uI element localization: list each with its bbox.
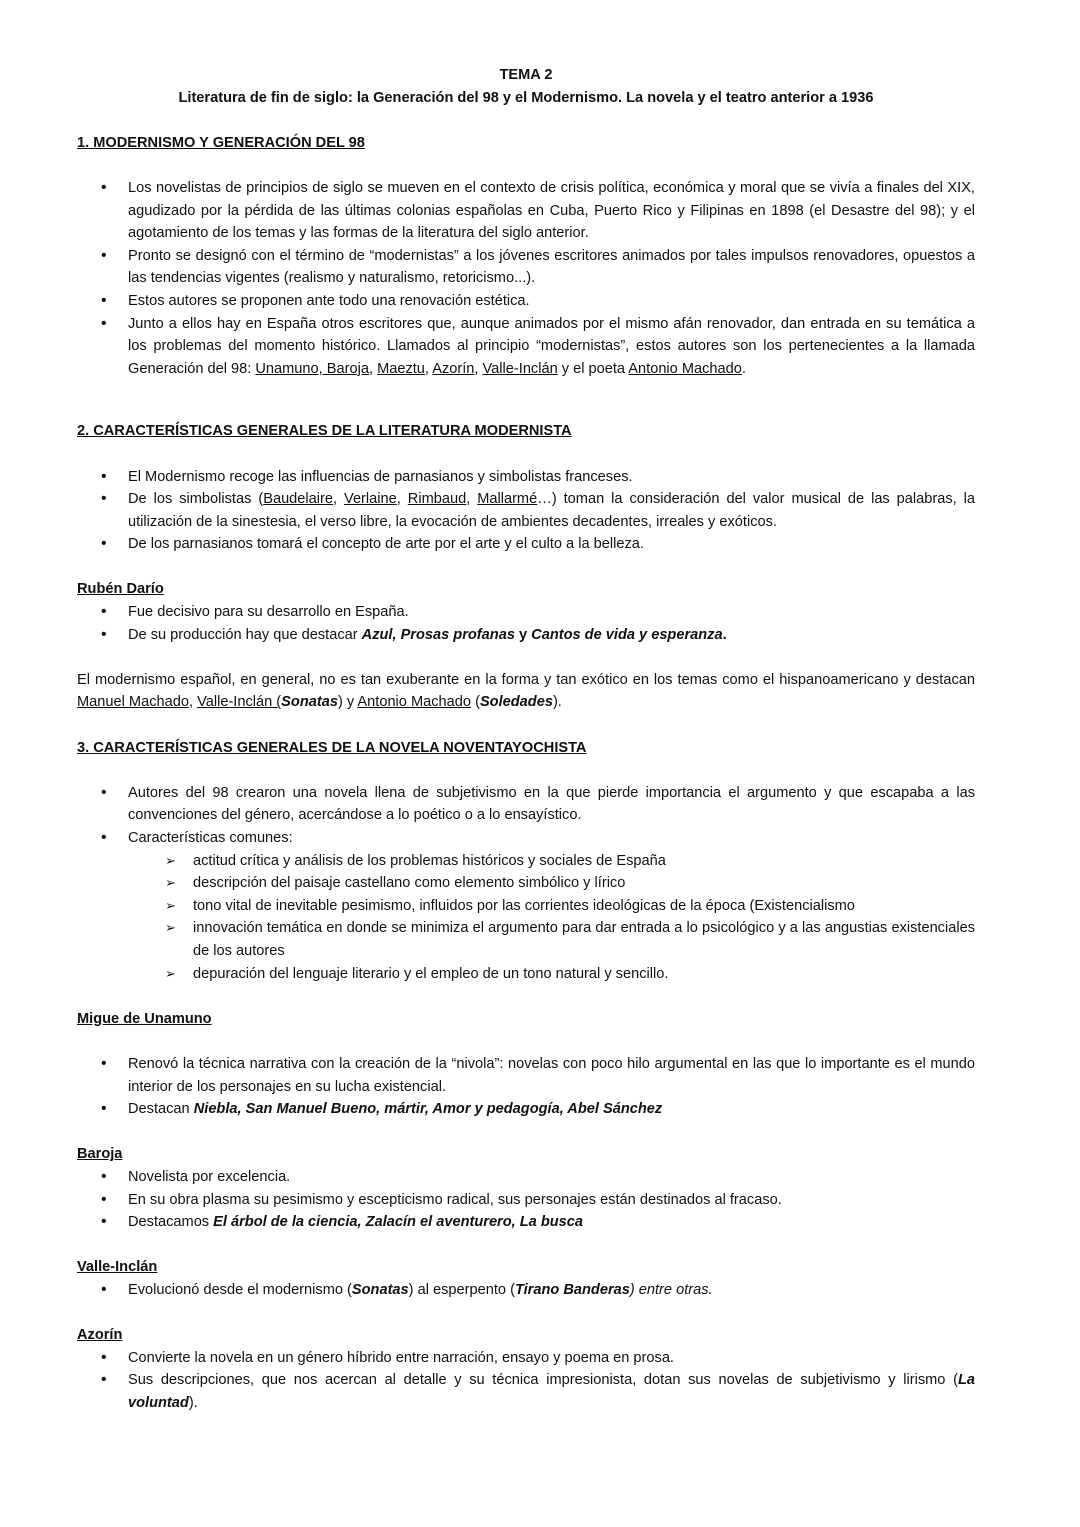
text-run: Los novelistas de principios de siglo se mueven en el contexto de crisis política, económica y moral que se vivía a finales del XIX, agudizado por la pérdida de las últimas colonias españolas en Cuba, Puerto Rico y Filipinas en 1898 (el Desastre del 98); y el agotamiento de los temas y las formas de la literatura del siglo anterior. <box>128 179 975 242</box>
text-run: Pronto se designó con el término de “modernistas” a los jóvenes escritores animados por tales impulsos renovadores, opuestos a las tendencias vigentes (realismo y naturalismo, retoricismo...). <box>128 247 975 287</box>
list-item <box>77 1347 975 1370</box>
list-item <box>77 1279 975 1302</box>
text-run: Azorín <box>77 1327 123 1344</box>
paragraph <box>77 669 975 714</box>
list-item <box>77 313 975 381</box>
list-item <box>77 1166 975 1189</box>
text-run: De su producción hay que destacar <box>128 626 362 643</box>
text-run: Estos autores se proponen ante todo una renovación estética. <box>128 292 530 309</box>
text-run: , <box>466 491 478 508</box>
author-name: Mallarmé <box>477 491 538 508</box>
text-run: innovación temática en donde se minimiza el argumento para dar entrada a lo psicológico y a las angustias existenciales de los autores <box>193 920 975 959</box>
text-run: ) al esperpento ( <box>408 1281 515 1298</box>
author-name: Azorín <box>432 360 475 377</box>
text-run: Autores del 98 crearon una novela llena de subjetivismo en la que pierde importancia el argumento y que escapaba a las convenciones del género, acercándose a lo poético o a lo ensayístico. <box>128 784 975 824</box>
bullet-list <box>77 1166 975 1234</box>
work-title: Sonatas <box>351 1281 409 1298</box>
author-name: Valle-Inclán <box>482 360 558 377</box>
text-run: depuración del lenguaje literario y el empleo de un tono natural y sencillo. <box>193 965 669 982</box>
text-run: Valle-Inclán <box>77 1259 158 1276</box>
list-item <box>77 488 975 533</box>
section-heading <box>77 1256 975 1279</box>
work-title: Tirano Banderas <box>514 1281 630 1298</box>
text-run: , <box>424 360 433 377</box>
list-item <box>77 1189 975 1212</box>
section-heading <box>77 132 975 155</box>
list-item <box>77 1211 975 1234</box>
text-run: El Modernismo recoge las influencias de parnasianos y simbolistas franceses. <box>128 468 633 485</box>
text-run: descripción del paisaje castellano como elemento simbólico y lírico <box>193 875 626 892</box>
work-title: Niebla, San Manuel Bueno, mártir, Amor y pedagogía, Abel Sánchez <box>193 1101 663 1118</box>
text-run: , <box>368 360 378 377</box>
list-item <box>77 245 975 290</box>
bullet-list <box>77 1053 975 1121</box>
sub-bullet-list <box>77 850 975 986</box>
author-name: Antonio Machado <box>628 360 742 377</box>
work-title: ) entre otras. <box>629 1281 713 1298</box>
text-run: tono vital de inevitable pesimismo, influidos por las corrientes ideológicas de la época (Existencialismo <box>193 897 855 914</box>
work-title: El árbol de la ciencia, Zalacín el aventurero, La busca <box>213 1214 584 1231</box>
list-item <box>77 177 975 245</box>
author-name: Verlaine <box>344 491 397 508</box>
list-item <box>77 1098 975 1121</box>
text-run: TEMA 2 <box>499 67 553 83</box>
text-run: , <box>333 491 345 508</box>
text-run: ) y <box>337 694 358 711</box>
text-run: De los parnasianos tomará el concepto de arte por el arte y el culto a la belleza. <box>128 536 644 553</box>
list-item <box>77 963 975 986</box>
text-run: , <box>474 360 483 377</box>
document-subtitle <box>77 87 975 110</box>
text-run: Evolucionó desde el modernismo ( <box>128 1281 352 1298</box>
list-item <box>77 895 975 918</box>
text-run: En su obra plasma su pesimismo y escepticismo radical, sus personajes están destinados al fracaso. <box>128 1191 782 1208</box>
text-run: Literatura de fin de siglo: la Generación del 98 y el Modernismo. La novela y el teatro anterior a 1936 <box>178 89 874 106</box>
author-name: Valle-Inclán ( <box>197 694 282 711</box>
text-run: actitud crítica y análisis de los problemas históricos y sociales de España <box>193 852 666 869</box>
text-run: y el poeta <box>557 360 629 377</box>
bullet-list <box>77 1347 975 1415</box>
author-name: Manuel Machado <box>77 694 189 711</box>
text-run: Convierte la novela en un género híbrido entre narración, ensayo y poema en prosa. <box>128 1349 674 1366</box>
list-item <box>77 533 975 556</box>
section-heading <box>77 420 975 443</box>
text-run: Destacan <box>128 1101 194 1118</box>
work-title: Azul, Prosas profanas <box>361 626 515 643</box>
text-run: 3. CARACTERÍSTICAS GENERALES DE LA NOVELA NOVENTAYOCHISTA <box>77 739 587 756</box>
section-heading <box>77 1143 975 1166</box>
text-run: Características comunes: <box>128 830 293 846</box>
list-item <box>77 782 975 827</box>
bullet-list <box>77 177 975 380</box>
list-item <box>77 601 975 624</box>
text-run: 1. MODERNISMO Y GENERACIÓN DEL 98 <box>77 134 365 151</box>
text-run: Sus descripciones, que nos acercan al detalle y su técnica impresionista, dotan sus novelas de subjetivismo y lirismo ( <box>128 1372 958 1389</box>
text-run: Fue decisivo para su desarrollo en España. <box>128 604 409 621</box>
work-title: La voluntad <box>128 1372 975 1411</box>
list-item <box>77 624 975 647</box>
author-name: Maeztu <box>377 360 425 377</box>
text-run: …) toman la consideración del valor musical de las palabras, la utilización de la sinestesia, el verso libre, la evocación de ambientes decadentes, irreales y exóticos. <box>128 491 976 530</box>
section-heading <box>77 1324 975 1347</box>
document-title <box>77 64 975 87</box>
text-run: 2. CARACTERÍSTICAS GENERALES DE LA LITERATURA MODERNISTA <box>77 423 572 440</box>
work-title: Cantos de vida y esperanza <box>531 626 723 643</box>
bullet-list <box>77 466 975 556</box>
text-run: Rubén Darío <box>77 581 164 598</box>
text-run: . <box>722 626 727 643</box>
work-title: Soledades <box>479 694 553 711</box>
text-run: Novelista por excelencia. <box>128 1168 291 1185</box>
list-item <box>77 1053 975 1098</box>
text-run: Migue de Unamuno <box>77 1010 212 1027</box>
text-run: . <box>741 360 746 377</box>
text-run: Destacamos <box>128 1214 214 1231</box>
section-heading <box>77 1008 975 1031</box>
text-run: De los simbolistas ( <box>128 491 264 508</box>
list-item <box>77 466 975 489</box>
bullet-list <box>77 1279 975 1302</box>
document-page <box>77 64 975 1414</box>
bullet-list <box>77 782 975 850</box>
list-item <box>77 872 975 895</box>
author-name: Rimbaud <box>407 491 467 508</box>
author-name: Unamuno, Baroja <box>255 360 369 377</box>
section-heading <box>77 578 975 601</box>
text-run: , <box>188 694 198 711</box>
list-item <box>77 1369 975 1414</box>
list-item <box>77 917 975 962</box>
text-run: Baroja <box>77 1146 123 1163</box>
text-run: ( <box>471 694 480 711</box>
text-run: ). <box>552 694 562 711</box>
list-item <box>77 290 975 313</box>
work-title: Sonatas <box>281 694 338 711</box>
section-heading <box>77 737 975 760</box>
text-run: , <box>396 491 408 508</box>
author-name: Baudelaire <box>263 491 333 508</box>
text-run: Junto a ellos hay en España otros escritores que, aunque animados por el mismo afán renovador, dan entrada en su temática a los problemas del momento histórico. Llamados al principio “modernistas”, estos autores son los pertenecientes a la llamada Generación del 98: <box>128 315 975 377</box>
bullet-list <box>77 601 975 646</box>
text-run: ). <box>188 1394 198 1411</box>
text-run: y <box>514 626 532 643</box>
list-item <box>77 850 975 873</box>
text-run: El modernismo español, en general, no es tan exuberante en la forma y tan exótico en los temas como el hispanoamericano y destacan <box>77 671 975 688</box>
text-run: Renovó la técnica narrativa con la creación de la “nivola”: novelas con poco hilo argumental en las que lo importante es el mundo interior de los personajes en su lucha existencial. <box>128 1055 975 1095</box>
list-item <box>77 827 975 850</box>
author-name: Antonio Machado <box>357 694 472 711</box>
